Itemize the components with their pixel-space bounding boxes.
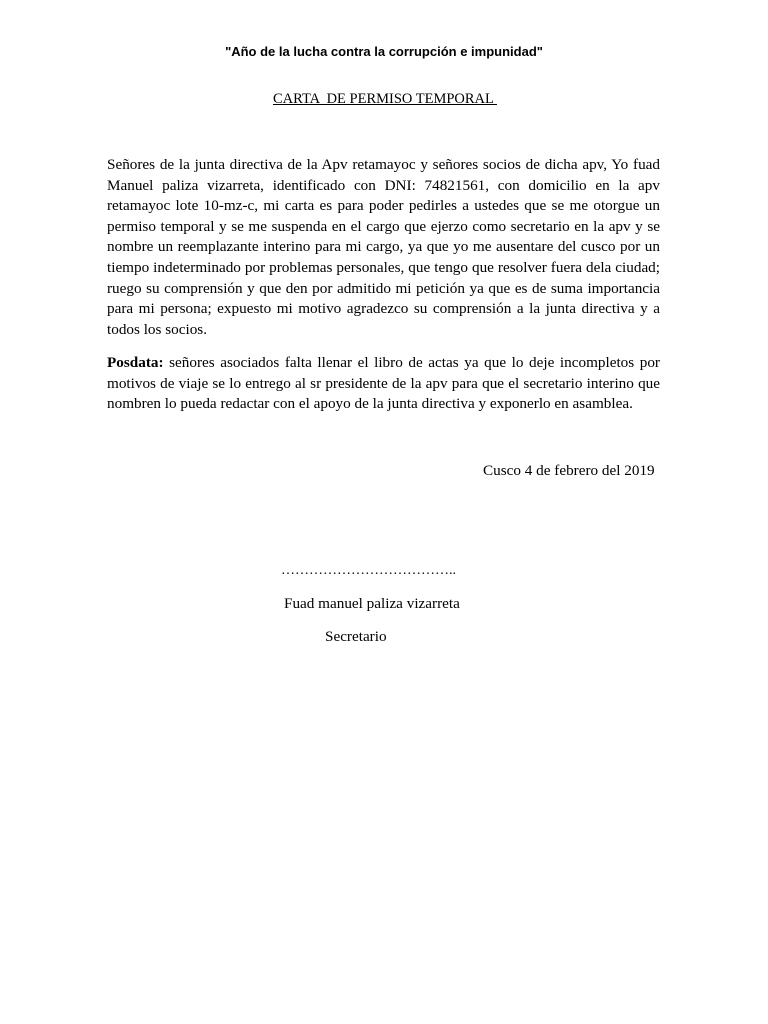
- date-line: Cusco 4 de febrero del 2019: [483, 462, 655, 479]
- postscript-label: Posdata:: [107, 354, 164, 371]
- signer-role: Secretario: [325, 628, 387, 645]
- body-paragraph: Señores de la junta directiva de la Apv retamayoc y señores socios de dicha apv, Yo fuad Manuel paliza vizarreta, identificado con DNI: 74821561, con domicilio en la apv retamayoc lote 10-mz-c, mi carta es para poder pedirles a ustedes que se me otorgue un permiso temporal y se me suspenda en el cargo que ejerzo como secretario en la apv y se nombre un reemplazante interino para mi cargo, ya que yo me ausentare del cusco por un tiempo indeterminado por problemas personales, que tengo que resolver fuera dela ciudad; ruego su comprensión y que den por admitido mi petición ya que es de suma importancia para mi persona; expuesto mi motivo agradezco su comprensión a la junta directiva y a todos los socios.: [107, 156, 660, 338]
- document-title: CARTA DE PERMISO TEMPORAL: [273, 91, 497, 107]
- signature-line: ………………………………..: [281, 563, 456, 578]
- signer-name: Fuad manuel paliza vizarreta: [284, 595, 460, 612]
- year-motto: "Año de la lucha contra la corrupción e impunidad": [225, 44, 543, 59]
- postscript-paragraph: [107, 353, 660, 415]
- postscript-text: señores asociados falta llenar el libro de actas ya que lo deje incompletos por motivos de viaje se lo entrego al sr presidente de la apv para que el secretario interino que nombren lo pueda redactar con el apoyo de la junta directiva y exponerlo en asamblea.: [107, 354, 660, 413]
